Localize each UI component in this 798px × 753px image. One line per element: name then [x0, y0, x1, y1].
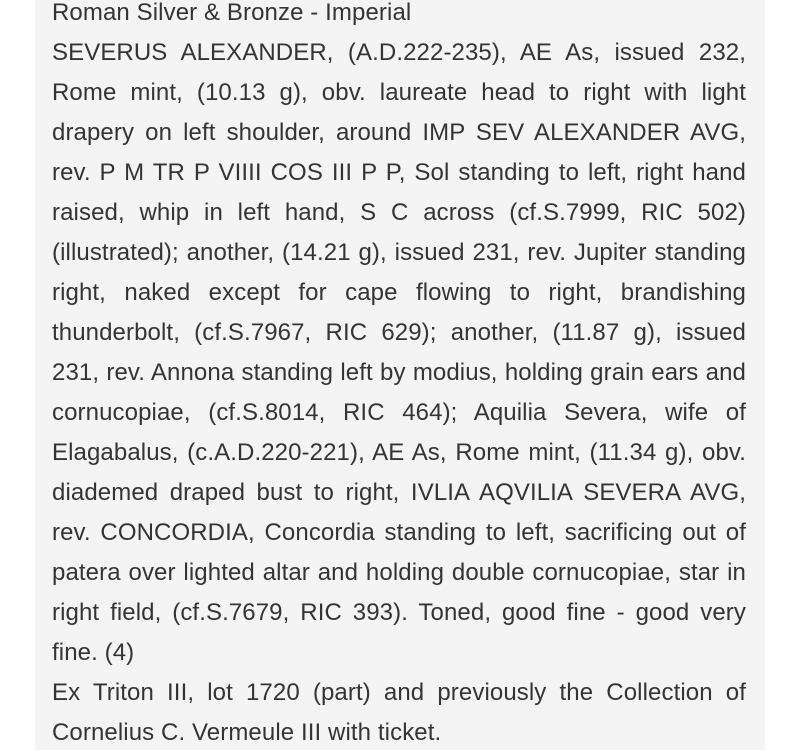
lot-category: Roman Silver & Bronze - Imperial — [52, 0, 412, 26]
lot-content — [52, 0, 746, 753]
lot-provenance: Ex Triton III, lot 1720 (part) and previously the Collection of Cornelius C. Vermeule III with ticket. — [52, 679, 746, 746]
lot-description: SEVERUS ALEXANDER, (A.D.222-235), AE As, issued 232, Rome mint, (10.13 g), obv. laureate head to right with light drapery on left shoulder, around IMP SEV ALEXANDER AVG, rev. P M TR P VIIII COS III P P, Sol standing to left, right hand raised, whip in left hand, S C across (cf.S.7999, RIC 502) (illustrated); another, (14.21 g), issued 231, rev. Jupiter standing right, naked except for cape flowing to right, brandishing thunderbolt, (cf.S.7967, RIC 629); another, (11.87 g), issued 231, rev. Annona standing left by modius, holding grain ears and cornucopiae, (cf.S.8014, RIC 464); Aquilia Severa, wife of Elagabalus, (c.A.D.220-221), AE As, Rome mint, (11.34 g), obv. diademed draped bust to right, IVLIA AQVILIA SEVERA AVG, rev. CONCORDIA, Concordia standing to left, sacrificing out of patera over lighted altar and holding double cornucopiae, star in right field, (cf.S.7679, RIC 393). Toned, good fine - good very fine. (4) — [52, 39, 746, 666]
